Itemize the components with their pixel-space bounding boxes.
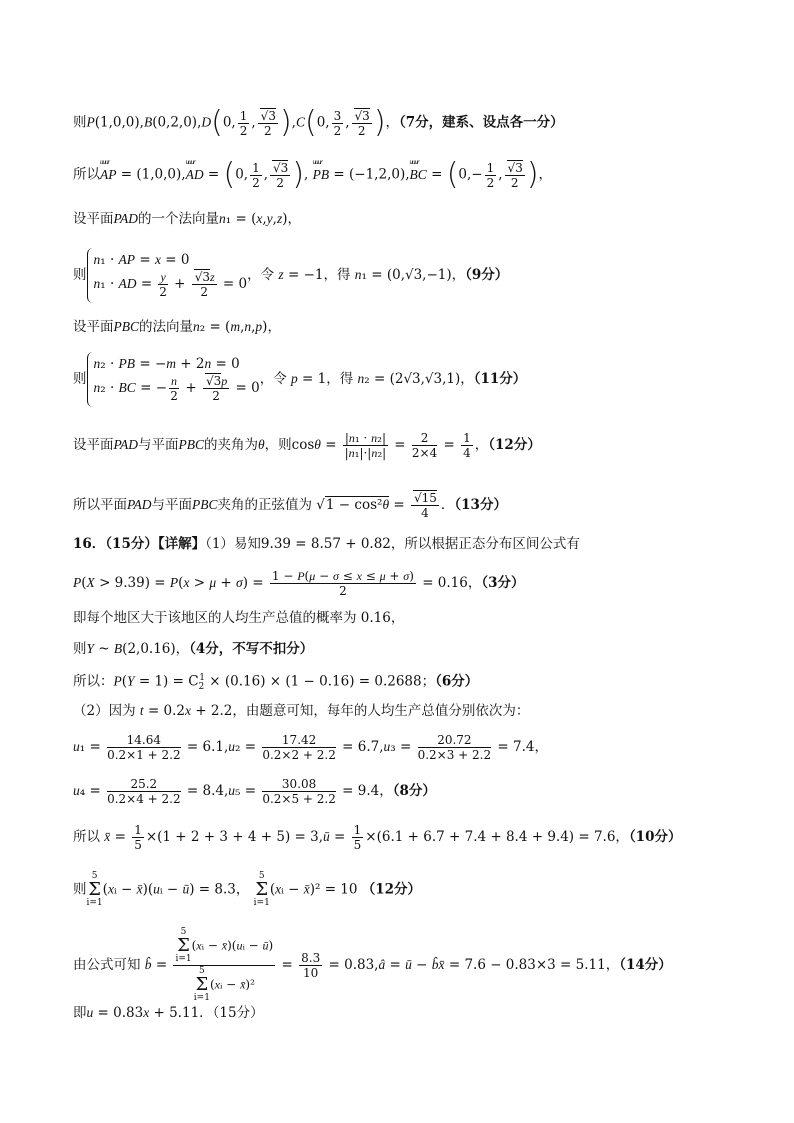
line-system-2: 则 n₂ · PB = −m + 2n = 0 n₂ · BC = − $\frac{n}{2}$ + $\frac{√3p}{2}$ = 0 ，令 p = 1，得 n₂ = (2√3,√3,1)，（11分） xyxy=(73,352,526,407)
line-sums: 则5 Σ i=1(xᵢ − x̄)(uᵢ − ū) = 8.3， 5 Σ i=1(xᵢ − x̄)² = 10 （12分） xyxy=(73,871,422,908)
score-13: （13分） xyxy=(454,497,507,513)
score-12: （12分） xyxy=(488,437,541,453)
score-9: （9分） xyxy=(465,266,509,283)
line-q16: 16．（15分）【详解】（1）易知9.39 = 8.57 + 0.82，所以根据正态分布区间公式有 xyxy=(73,536,580,552)
line-regression: 由公式可知 b̂ = 5 Σ i=1(xᵢ − x̄)(uᵢ − ū) 5 Σ i=1(xᵢ − x̄)² = $\frac{8.3}{10}$ = 0.83,â = ū − b̂x̄ = 7.6 − 0.83×3 = 5.11，（14分） xyxy=(73,927,672,1003)
score-4: （4分，不写不扣分） xyxy=(189,641,314,657)
line-py1: 所以：$P(Y = 1) = C_2^1 \times (0.16) \times (1 - 0.16) = 0.2688$；（6分） xyxy=(73,673,479,693)
line-cos: 设平面PAD与平面PBC的夹角为θ，则cosθ = $\frac{\text{|n₁ · n₂|}}{\text{|n₁|·|n₂|}}$ = $\frac{2}{2\times 4}$ = $\frac{1}{4}$ ，（12分） xyxy=(73,431,541,460)
line-normal-pbc: 设平面PBC的法向量n₂ = (m,n,p)， xyxy=(73,319,281,335)
line-final: 即u = 0.83x + 5.11．（15分） xyxy=(73,1005,264,1021)
line-u123: u₁ = $\frac{14.64}{0.2\times 1 + 2.2}$ = 6.1,u₂ = $\frac{17.42}{0.2\times 2 + 2.2}$ = 6.7,u₃ = $\frac{20.72}{0.2\times 3 + 2.2}$ = 7.4， xyxy=(73,733,549,762)
score-15: （15分） xyxy=(212,1005,264,1021)
score-8: （8分） xyxy=(392,783,436,799)
score-14: （14分） xyxy=(619,957,672,973)
score-3: （3分） xyxy=(481,575,525,591)
score-6: （6分） xyxy=(435,673,479,690)
line-binomial: 则Y ~ B(2,0.16)，（4分，不写不扣分） xyxy=(73,641,314,657)
line-points: 则P(1,0,0),B(0,2,0),D(0, $\frac{1}{2}$ , $\frac{√3}{2}$ ),C(0, $\frac{3}{2}$ , $\frac{√3}{2}$ )，（7分，建系、设点各一分） xyxy=(73,105,564,140)
line-normal-pad: 设平面PAD的一个法向量n₁ = (x,y,z)， xyxy=(73,211,301,227)
line-u45: u₄ = $\frac{25.2}{0.2\times 4 + 2.2}$ = 8.4,u₅ = $\frac{30.08}{0.2\times 5 + 2.2}$ = 9.4，（8分） xyxy=(73,777,436,806)
line-vectors: 所以uuur AP = (1,0,0),uuur AD = (0, $\frac{1}{2}$ , $\frac{√3}{2}$ ), uuur PB = (−1,2,0),uuur BC = (0,− $\frac{1}{2}$ , $\frac{√3}{2}$ )， xyxy=(73,160,552,190)
line-normal-prob: P(X > 9.39) = P(x > μ + σ) = $\frac{1 - P(\mu - \sigma \le x \le \mu + \sigma)}{2}$ = 0.16，（3分） xyxy=(73,569,525,598)
score-12b: （12分） xyxy=(361,881,422,898)
score-7: （7分，建系、设点各一分） xyxy=(399,114,564,131)
line-sin: 所以平面PAD与平面PBC夹角的正弦值为 √1 − cos²θ = $\frac{√15}{4}$ ．（13分） xyxy=(73,491,507,520)
line-part2: （2）因为 t = 0.2x + 2.2，由题意可知，每年的人均生产总值分别依次为： xyxy=(73,703,530,719)
score-11: （11分） xyxy=(473,370,527,387)
score-10: （10分） xyxy=(628,829,682,845)
line-means: 所以 x̄ = $\frac{1}{5}$ ×(1 + 2 + 3 + 4 + 5) = 3,ū = $\frac{1}{5}$ ×(6.1 + 6.7 + 7.4 + 8.4 + 9.4) = 7.6，（10分） xyxy=(73,823,682,852)
line-system-1: 则 n₁ · AP = x = 0 n₁ · AD = $\frac{y}{2}$ + $\frac{√3z}{2}$ = 0 ，令 z = −1，得 n₁ = (0,√3,−1)，（9分） xyxy=(73,248,508,303)
line-prob-text: 即每个地区大于该地区的人均生产总值的概率为 0.16， xyxy=(73,610,405,626)
